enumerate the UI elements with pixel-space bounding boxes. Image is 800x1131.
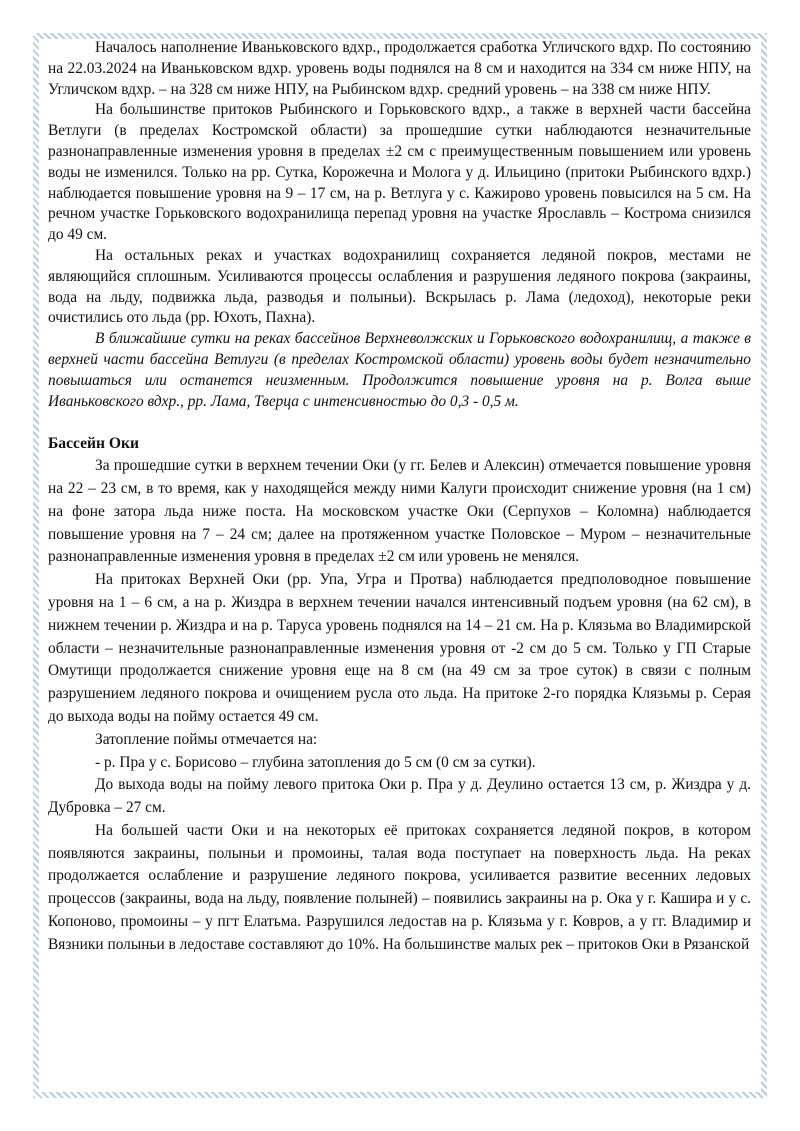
paragraph-oka-ice-processes: На большей части Оки и на некоторых её притоках сохраняется ледяной покров, в котором появляются закраины, полыньи и промоины, талая вода поступает на поверхность льда. На реках продолжается ослабление и разрушение ледяного покрова, усиливается развитие весенних ледовых процессов (закраины, вода на льду, появление полыней) – появились закраины на р. Ока у г. Кашира и у с. Копоново, промоины – у пгт Елатьма. Разрушился ледостав на р. Клязьма у г. Ковров, а у гг. Владимир и Вязники полыньи в ледоставе составляют до 10%. На большинстве малых рек – притоков Оки в Рязанской (48, 821, 751, 953)
document-body (48, 38, 751, 957)
paragraph-tributaries-levels: На большинстве притоков Рыбинского и Горьковского вдхр., а также в верхней части бассейна Ветлуги (в пределах Костромской области) за прошедшие сутки наблюдаются незначительные разнонаправленные изменения уровня в пределах ±2 см с преимущественным повышением или уровень воды не изменился. Только на рр. Сутка, Корожечна и Молога у д. Ильицино (притоки Рыбинского вдхр.) наблюдается повышение уровня на 9 – 17 см, на р. Ветлуга у с. Кажирово уровень повысился на 5 см. На речном участке Горьковского водохранилища перепад уровня на участке Ярославль – Кострома снизился до 49 см. (48, 101, 751, 244)
paragraph-remaining-to-floodplain: До выхода воды на пойму левого притока Оки р. Пра у д. Деулино остается 13 см, р. Жиздра у д. Дубровка – 27 см. (48, 776, 751, 817)
paragraph-forecast: В ближайшие сутки на реках бассейнов Верхневолжских и Горьковского водохранилищ, а также в верхней части бассейна Ветлуги (в пределах Костромской области) уровень воды будет незначительно повышаться или останется неизменным. Продолжится повышение уровня на р. Волга выше Иваньковского вдхр., рр. Лама, Тверца с интенсивностью до 0,3 - 0,5 м. (48, 330, 751, 410)
section-heading-oka-basin: Бассейн Оки (48, 435, 140, 453)
paragraph-oka-tributaries: На притоках Верхней Оки (рр. Упа, Угра и Протва) наблюдается предполоводное повышение уровня на 1 – 6 см, а на р. Жиздра в верхнем течении начался интенсивный подъем уровня (на 62 см), в нижнем течении р. Жиздра и на р. Таруса уровень поднялся на 14 – 21 см. На р. Клязьма во Владимирской области – незначительные разнонаправленные изменения уровня от -2 см до 5 см. Только у ГП Старые Омутищи продолжается снижение уровня еще на 8 см (на 49 см за трое суток) в связи с полным разрушением ледяного покрова и очищением русла ото льда. На притоке 2-го порядка Клязьмы р. Серая до выхода воды на пойму остается 49 см. (48, 571, 751, 725)
section-spacer (48, 412, 751, 434)
paragraph-floodplain-intro: Затопление поймы отмечается на: (95, 730, 318, 748)
list-item-floodplain: - р. Пра у с. Борисово – глубина затопления до 5 см (0 см за сутки). (95, 753, 536, 771)
paragraph-upper-oka: За прошедшие сутки в верхнем течении Оки (у гг. Белев и Алексин) отмечается повышение уровня на 22 – 23 см, в то время, как у находящейся между ними Калуги происходит снижение уровня (на 1 см) на фоне затора льда ниже поста. На московском участке Оки (Серпухов – Коломна) наблюдается повышение уровня на 7 – 24 см; далее на протяженном участке Половское – Муром – незначительные разнонаправленные изменения уровня в пределах ±2 см или уровень не менялся. (48, 457, 751, 566)
oka-basin-section (48, 455, 751, 957)
paragraph-reservoir-filling: Началось наполнение Иваньковского вдхр., продолжается сработка Угличского вдхр. По состоянию на 22.03.2024 на Иваньковском вдхр. уровень воды поднялся на 8 см и находится на 334 см ниже НПУ, на Угличском вдхр. – на 328 см ниже НПУ, на Рыбинском вдхр. средний уровень – на 338 см ниже НПУ. (48, 39, 751, 98)
paragraph-ice-cover: На остальных реках и участках водохранилищ сохраняется ледяной покров, местами не являющийся сплошным. Усиливаются процессы ослабления и разрушения ледяного покрова (закраины, вода на льду, подвижка льда, разводья и полыньи). Вскрылась р. Лама (ледоход), некоторые реки очистились ото льда (рр. Юхоть, Пахна). (48, 246, 751, 327)
